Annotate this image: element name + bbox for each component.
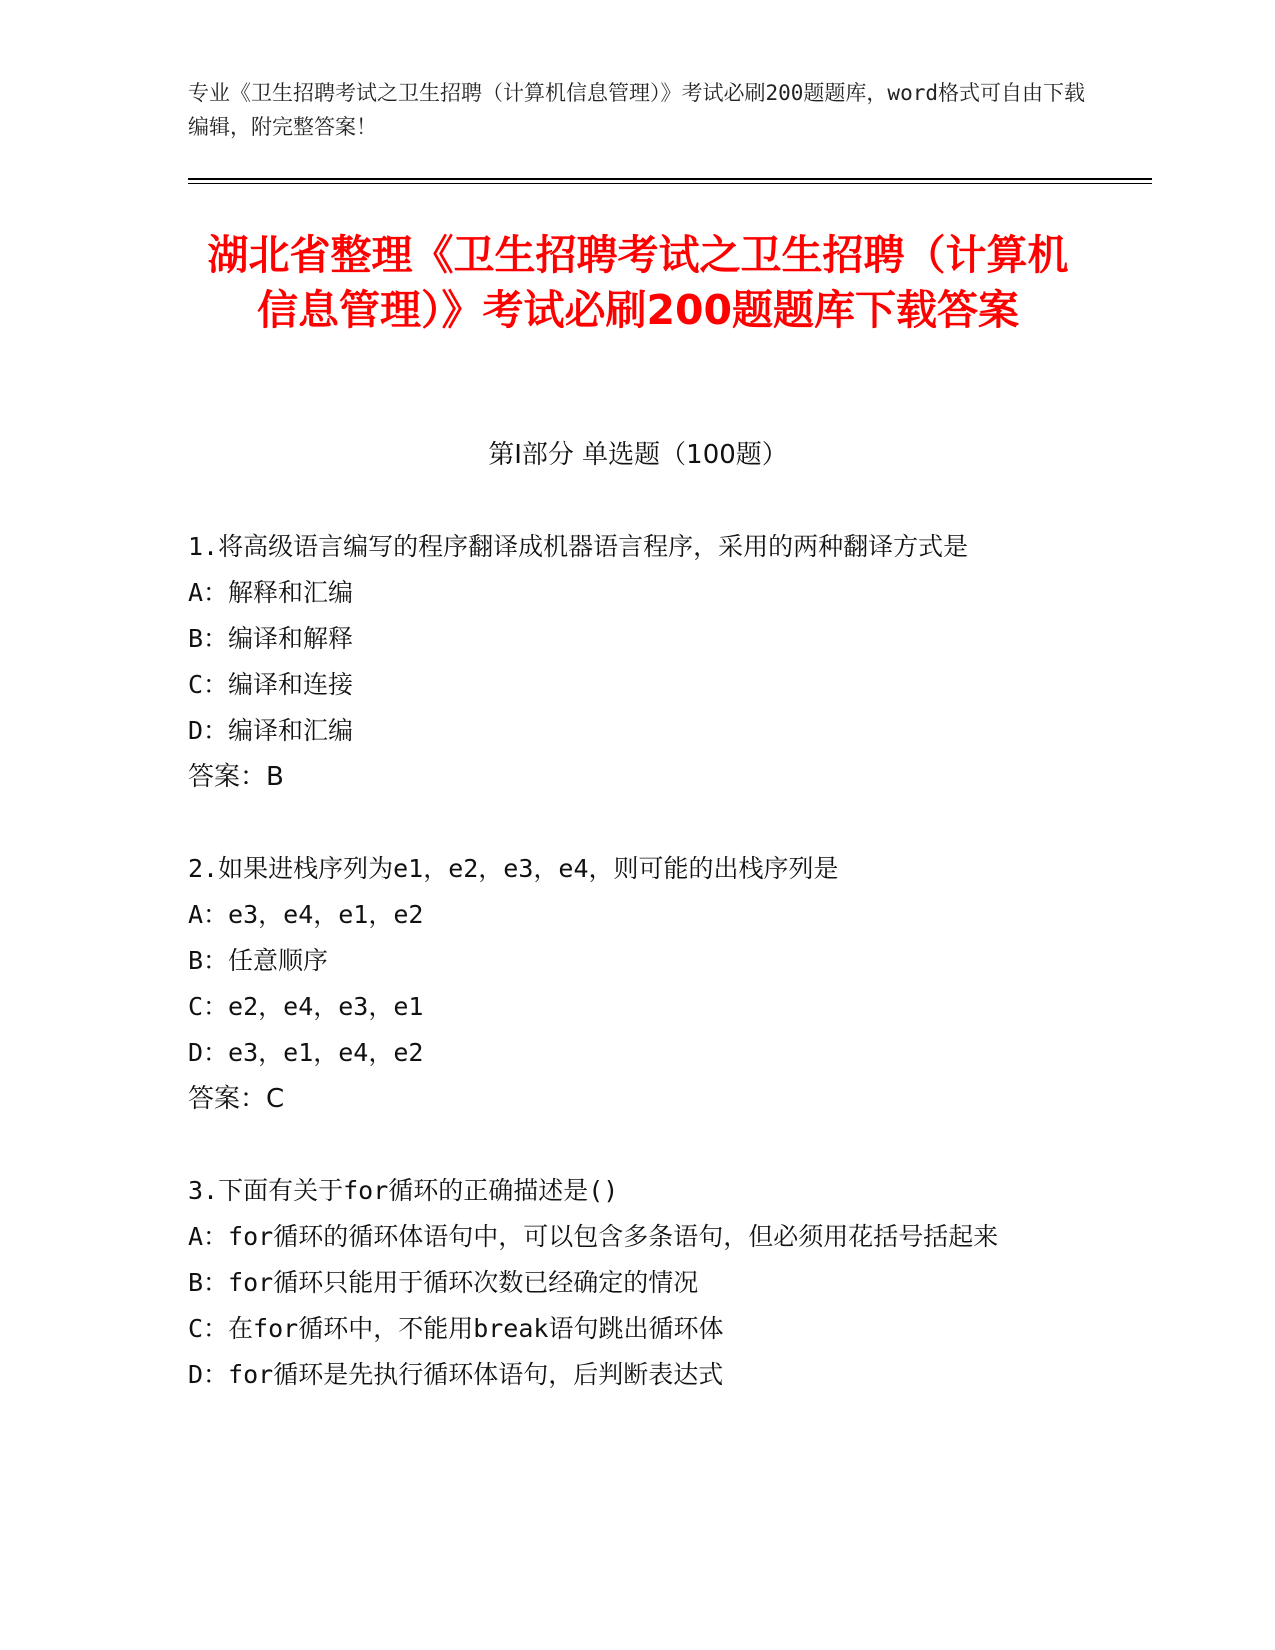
header-rule-thick (188, 178, 1152, 180)
question-list (188, 524, 1068, 1444)
option-a: A：e3，e4，e1，e2 (188, 900, 424, 929)
question-1 (188, 524, 1068, 800)
header-rule-thin (188, 183, 1152, 184)
option-b: B：编译和解释 (188, 624, 354, 653)
question-stem: 3.下面有关于for循环的正确描述是() (188, 1176, 619, 1205)
answer-line: 答案：C (188, 1084, 285, 1114)
option-a: A：解释和汇编 (188, 578, 354, 607)
section-heading: 第I部分 单选题（100题） (488, 440, 788, 470)
option-d: D：for循环是先执行循环体语句，后判断表达式 (188, 1360, 724, 1389)
option-d: D：e3，e1，e4，e2 (188, 1038, 424, 1067)
answer-line: 答案：B (188, 762, 284, 792)
option-c: C：编译和连接 (188, 670, 354, 699)
question-stem: 2.如果进栈序列为e1，e2，e3，e4，则可能的出栈序列是 (188, 854, 839, 883)
option-b: B：for循环只能用于循环次数已经确定的情况 (188, 1268, 699, 1297)
option-b: B：任意顺序 (188, 946, 329, 975)
question-2 (188, 846, 1068, 1122)
option-d: D：编译和汇编 (188, 716, 354, 745)
question-3 (188, 1168, 1068, 1398)
option-c: C：e2，e4，e3，e1 (188, 992, 424, 1021)
option-c: C：在for循环中，不能用break语句跳出循环体 (188, 1314, 724, 1343)
option-a: A：for循环的循环体语句中，可以包含多条语句，但必须用花括号括起来 (188, 1222, 999, 1251)
question-stem: 1.将高级语言编写的程序翻译成机器语言程序，采用的两种翻译方式是 (188, 532, 969, 561)
header-note: 专业《卫生招聘考试之卫生招聘（计算机信息管理）》考试必刷200题题库，word格式可自由下载编辑，附完整答案！ (188, 81, 1085, 139)
document-title: 湖北省整理《卫生招聘考试之卫生招聘（计算机信息管理）》考试必刷200题题库下载答案 (207, 231, 1069, 334)
